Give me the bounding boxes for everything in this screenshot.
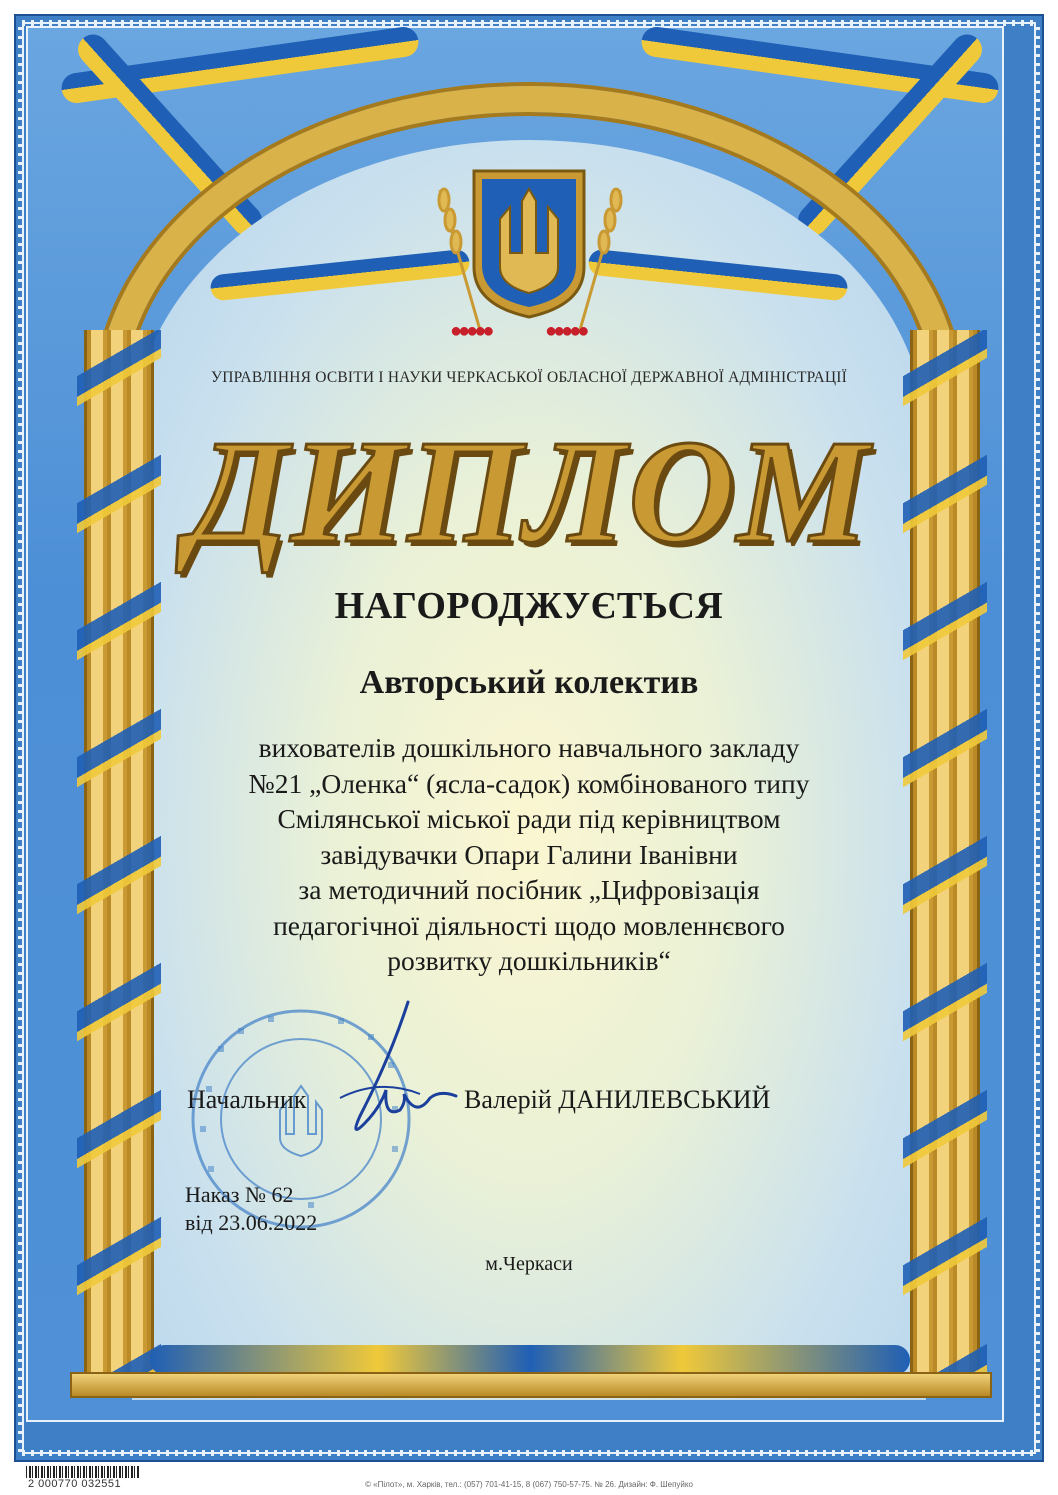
description-line: завідувачки Опари Галини Іванівни xyxy=(320,838,738,870)
description-line: №21 „Оленка“ (ясла-садок) комбінованого типу xyxy=(248,767,810,799)
printer-imprint: © «Пілот», м. Харків, тел.: (057) 701-41-15, 8 (067) 750-57-75. № 26. Дизайн: Ф. Шепуйко xyxy=(365,1480,693,1489)
viburnum-berries-icon: ●●●●● xyxy=(545,320,586,342)
organization-name: УПРАВЛІННЯ ОСВІТИ І НАУКИ ЧЕРКАСЬКОЇ ОБЛАСНОЇ ДЕРЖАВНОЇ АДМІНІСТРАЦІЇ xyxy=(211,369,847,386)
golden-base xyxy=(70,1372,992,1398)
award-description xyxy=(0,730,1058,979)
bottom-ribbon xyxy=(150,1345,910,1375)
coat-of-arms-icon xyxy=(470,167,588,319)
recipient-name: Авторський колектив xyxy=(359,664,699,701)
diploma-title: ДИПЛОМ xyxy=(187,410,871,574)
greek-key-bottom xyxy=(22,1450,1036,1456)
awarded-label: НАГОРОДЖУЄТЬСЯ xyxy=(334,585,724,627)
handwritten-signature xyxy=(320,998,460,1158)
description-line: вихователів дошкільного навчального закладу xyxy=(258,732,800,763)
viburnum-berries-icon: ●●●●● xyxy=(450,320,491,342)
signatory-title: Начальник xyxy=(187,1085,307,1114)
order-date: від 23.06.2022 xyxy=(185,1210,318,1235)
barcode xyxy=(26,1466,140,1478)
description-line: Смілянської міської ради під керівництвом xyxy=(277,803,781,834)
barcode-number: 2 000770 032551 xyxy=(28,1478,122,1490)
description-line: розвитку дошкільників“ xyxy=(387,945,671,976)
description-line: педагогічної діяльності щодо мовленнєвого xyxy=(273,909,785,941)
city-name: м.Черкаси xyxy=(485,1253,573,1275)
order-number: Наказ № 62 xyxy=(185,1182,294,1207)
signatory-name: Валерій ДАНИЛЕВСЬКИЙ xyxy=(464,1085,771,1114)
description-line: за методичний посібник „Цифровізація xyxy=(298,874,760,905)
